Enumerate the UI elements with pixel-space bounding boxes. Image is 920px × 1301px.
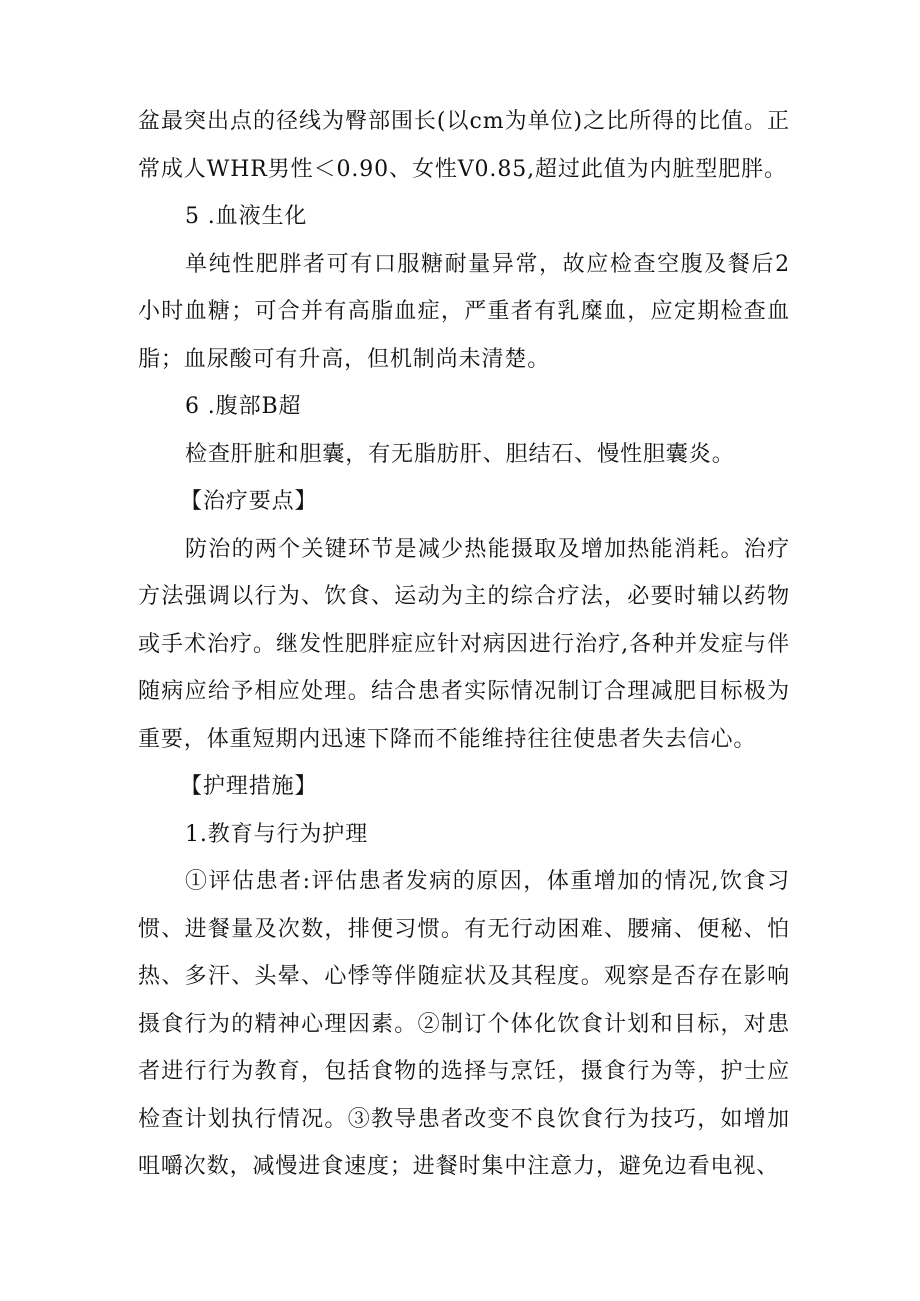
paragraph-education-behavior: ①评估患者:评估患者发病的原因，体重增加的情况,饮食习惯、进餐量及次数，排便习惯。有无行动困难、腰痛、便秘、怕热、多汗、头晕、心悸等伴随症状及其程度。观察是否存在影响摄食行为的精神心理因素。②制订个体化饮食计划和目标，对患者进行行为教育，包括食物的选择与烹饪，摄食行为等，护士应检查计划执行情况。③教导患者改变不良饮食行为技巧，如增加咀嚼次数，减慢进食速度；进餐时集中注意力，避免边看电视、	[138, 869, 790, 1179]
section-heading-treatment-points: 【治疗要点】	[180, 489, 318, 514]
section-heading-education-behavior: 1.教育与行为护理	[185, 821, 369, 847]
paragraph-whr-definition: 盆最突出点的径线为臀部围长(以cm为单位)之比所得的比值。正常成人WHR男性＜0.90、女性V0.85,超过此值为内脏型肥胖。	[138, 109, 790, 182]
paragraph-treatment-points: 防治的两个关键环节是减少热能摄取及增加热能消耗。治疗方法强调以行为、饮食、运动为主的综合疗法，必要时辅以药物或手术治疗。继发性肥胖症应针对病因进行治疗,各种并发症与伴随病应给予相应处理。结合患者实际情况制订合理减肥目标极为重要，体重短期内迅速下降而不能维持往往使患者失去信心。	[138, 536, 790, 752]
section-heading-blood-biochemistry: 5 .血液生化	[185, 204, 308, 229]
section-heading-abdominal-ultrasound: 6 .腹部B超	[185, 394, 302, 419]
paragraph-abdominal-ultrasound: 检查肝脏和胆囊，有无脂肪肝、胆结石、慢性胆囊炎。	[185, 441, 735, 467]
document-body	[138, 98, 790, 1191]
section-heading-nursing-measures: 【护理措施】	[180, 774, 318, 799]
paragraph-blood-biochemistry: 单纯性肥胖者可有口服糖耐量异常，故应检查空腹及餐后2小时血糖；可合并有高脂血症，严重者有乳糜血，应定期检查血脂；血尿酸可有升高，但机制尚未清楚。	[138, 251, 790, 372]
